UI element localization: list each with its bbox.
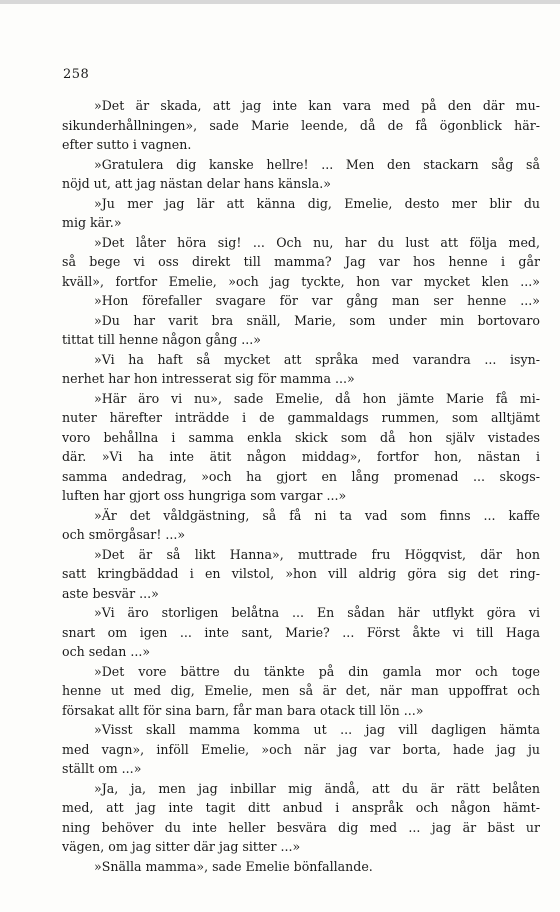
text-line: »Är det våldgästning, så få ni ta vad som finns ... kaffe [94, 507, 540, 523]
text-line: nerhet har hon intresserat sig för mamma ...» [62, 371, 355, 386]
text-line: aste besvär ...» [62, 585, 159, 601]
text-line: med, att jag inte tagit ditt anbud i anspråk och någon hämt- [62, 800, 540, 815]
text-line: voro behållna i samma enkla skick som då hon själv vistades [62, 429, 540, 445]
text-line: »Snälla mamma», sade Emelie bönfallande. [94, 858, 373, 874]
text-line: kväll», fortfor Emelie, »och jag tyckte, hon var mycket klen ...» [62, 273, 540, 289]
text-line: henne ut med dig, Emelie, men så är det, när man uppoffrat och [62, 683, 540, 698]
text-line: »Det är skada, att jag inte kan vara med på den där mu- [94, 98, 540, 113]
body-text [62, 96, 540, 876]
text-line: ställt om ...» [62, 761, 142, 776]
page-number: 258 [63, 67, 90, 82]
text-line: »Det är så likt Hanna», muttrade fru Högqvist, där hon [94, 546, 540, 562]
text-line: »Det låter höra sig! ... Och nu, har du lust att följa med, [94, 234, 540, 250]
scan-top-edge [0, 0, 560, 4]
text-line: nuter härefter inträdde i de gammaldags rummen, som alltjämt [62, 410, 540, 425]
text-line: »Här äro vi nu», sade Emelie, då hon jämte Marie få mi- [94, 390, 540, 406]
text-line: »Vi äro storligen belåtna ... En sådan här utflykt göra vi [94, 605, 540, 620]
text-line: med vagn», inföll Emelie, »och när jag var borta, hade jag ju [62, 741, 540, 757]
text-line: och smörgåsar! ...» [62, 527, 186, 542]
text-line: sikunderhållningen», sade Marie leende, då de få ögonblick här- [62, 117, 540, 133]
text-line: »Hon förefaller svagare för var gång man ser henne ...» [94, 293, 540, 308]
text-line: »Ja, ja, men jag inbillar mig ändå, att du är rätt belåten [94, 780, 540, 796]
text-line: ning behöver du inte heller besvära dig med ... jag är bäst ur [62, 819, 540, 835]
text-line: »Gratulera dig kanske hellre! ... Men den stackarn såg så [94, 156, 540, 172]
text-line: »Visst skall mamma komma ut ... jag vill dagligen hämta [94, 722, 540, 737]
text-line: »Ju mer jag lär att känna dig, Emelie, desto mer blir du [94, 195, 540, 211]
text-line: tittat till henne någon gång ...» [62, 332, 262, 347]
text-line: »Det vore bättre du tänkte på din gamla mor och toge [94, 663, 540, 679]
text-line: och sedan ...» [62, 644, 151, 659]
text-line: försakat allt för sina barn, får man bara otack till lön ...» [62, 702, 424, 718]
text-line: så bege vi oss direkt till mamma? Jag var hos henne i går [62, 254, 540, 269]
text-line: »Du har varit bra snäll, Marie, som under min bortovaro [94, 312, 540, 328]
text-line: där. »Vi ha inte ätit någon middag», fortfor hon, nästan i [62, 449, 540, 464]
text-line: snart om igen ... inte sant, Marie? ... Först åkte vi till Haga [62, 624, 540, 640]
text-line: luften har gjort oss hungriga som vargar ...» [62, 488, 347, 503]
text-line: efter sutto i vagnen. [62, 137, 192, 152]
text-line: vägen, om jag sitter där jag sitter ...» [62, 839, 301, 854]
text-line: nöjd ut, att jag nästan delar hans känsla.» [62, 176, 331, 191]
text-line: satt kringbäddad i en vilstol, »hon vill aldrig göra sig det ring- [62, 566, 540, 581]
text-line: samma andedrag, »och ha gjort en lång promenad ... skogs- [62, 468, 540, 484]
text-line: mig kär.» [62, 215, 122, 230]
text-line: »Vi ha haft så mycket att språka med varandra ... isyn- [94, 351, 540, 367]
